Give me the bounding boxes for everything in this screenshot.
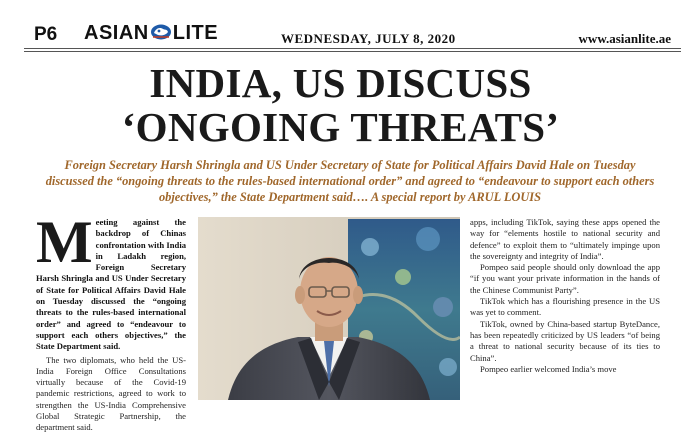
headline-line-1: INDIA, US DISCUSS	[149, 60, 532, 106]
byline: ARUL LOUIS	[468, 190, 542, 204]
right-paragraph-2: Pompeo said people should only download the app “if you want your private information in the hands of the Chinese Communist Party”.	[470, 262, 660, 295]
headline-line-2: ‘ONGOING THREATS’	[121, 104, 560, 150]
logo-text-left: ASIAN	[84, 22, 149, 44]
photo-illustration	[198, 217, 460, 400]
masthead	[0, 0, 681, 50]
newspaper-logo	[84, 22, 218, 45]
lede-text: eeting against the backdrop of Chinas confrontation with India in Ladakh region, Foreign Secretary Harsh Shringla and US Under Secretary of State for Political Affairs David Hale on Tuesday discussed the “ongoing threats to the rules-based international order” and agreed to “endeavour to support each others objectives,” the State Department said.	[36, 217, 186, 352]
article-column-left	[36, 209, 186, 434]
article-photo	[198, 217, 460, 400]
masthead-rule-bottom	[24, 51, 681, 52]
right-paragraph-3: TikTok which has a flourishing presence in the US was yet to comment.	[470, 296, 660, 318]
issue-date: WEDNESDAY, JULY 8, 2020	[281, 31, 456, 46]
lion-emblem-icon	[150, 23, 172, 41]
drop-cap: M	[36, 209, 93, 275]
right-paragraph-4: TikTok, owned by China-based startup ByteDance, has been repeatedly criticized by US leaders “of being a threat to national security because of its ties to China”.	[470, 318, 660, 363]
article-column-right	[470, 217, 660, 375]
headline	[0, 61, 681, 149]
right-paragraph-5: Pompeo earlier welcomed India’s move	[480, 363, 617, 374]
logo-text-right: LITE	[172, 22, 219, 44]
lede-paragraph	[36, 209, 186, 353]
page-number: P6	[34, 24, 58, 45]
standfirst	[40, 157, 660, 205]
right-paragraph-1: apps, including TikTok, saying these apps opened the way for “elements hostile to national security and defence” to exploit them to “ultimately impinge upon the sovereignty and integrity of India”.	[470, 217, 660, 261]
website-address: www.asianlite.ae	[578, 31, 671, 46]
masthead-rule-top	[24, 48, 681, 49]
body-paragraph: The two diplomats, who held the US-India Foreign Office Consultations virtually because of the Covid-19 pandemic restrictions, agreed to work to strengthen the US-India Comprehensive Global Strategic Partnership, the department said.	[36, 354, 186, 433]
standfirst-text: Foreign Secretary Harsh Shringla and US Under Secretary of State for Political Affairs David Hale on Tuesday discussed the “ongoing threats to the rules-based international order” and agreed to “endeavour to support each others objectives,” the State Department said…. A special report by	[45, 158, 655, 204]
